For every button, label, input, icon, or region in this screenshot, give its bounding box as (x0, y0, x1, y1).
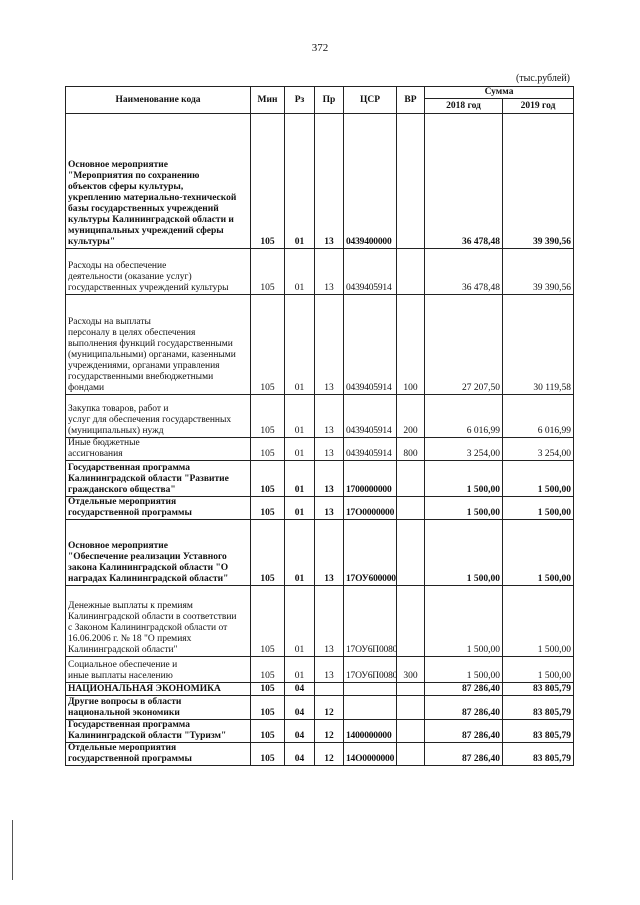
cell-vr (397, 586, 425, 657)
units-label: (тыс.рублей) (515, 73, 570, 84)
cell-rz: 01 (285, 114, 315, 249)
cell-rz: 01 (285, 249, 315, 295)
cell-name: Другие вопросы в области национальной экономики (66, 696, 251, 720)
cell-csr: 1700000000 (344, 461, 397, 497)
cell-min: 105 (251, 696, 285, 720)
header-name: Наименование кода (66, 87, 251, 114)
cell-y2019: 83 805,79 (503, 696, 574, 720)
cell-pr: 12 (315, 743, 344, 766)
cell-vr (397, 520, 425, 586)
cell-pr: 12 (315, 696, 344, 720)
cell-min: 105 (251, 114, 285, 249)
cell-vr (397, 720, 425, 743)
cell-csr: 17О0000000 (344, 497, 397, 520)
cell-rz: 01 (285, 295, 315, 395)
cell-rz: 04 (285, 743, 315, 766)
cell-y2018: 1 500,00 (425, 520, 503, 586)
cell-name: Отдельные мероприятия государственной программы (66, 497, 251, 520)
cell-name: НАЦИОНАЛЬНАЯ ЭКОНОМИКА (66, 683, 251, 696)
cell-rz: 04 (285, 720, 315, 743)
cell-pr: 13 (315, 438, 344, 461)
cell-csr: 0439405914 (344, 249, 397, 295)
cell-name: Закупка товаров, работ и услуг для обеспечения государственных (муниципальных) нужд (66, 395, 251, 438)
cell-y2018: 87 286,40 (425, 696, 503, 720)
cell-min: 105 (251, 461, 285, 497)
cell-min: 105 (251, 586, 285, 657)
cell-vr: 100 (397, 295, 425, 395)
cell-name: Отдельные мероприятия государственной программы (66, 743, 251, 766)
cell-pr: 13 (315, 249, 344, 295)
cell-csr (344, 683, 397, 696)
cell-pr: 13 (315, 295, 344, 395)
cell-min: 105 (251, 438, 285, 461)
cell-y2018: 87 286,40 (425, 720, 503, 743)
cell-csr: 17ОУ6П0080 (344, 657, 397, 683)
cell-vr: 200 (397, 395, 425, 438)
cell-y2018: 1 500,00 (425, 657, 503, 683)
scan-edge-mark (12, 820, 13, 880)
cell-y2019: 1 500,00 (503, 657, 574, 683)
cell-vr: 300 (397, 657, 425, 683)
cell-name: Расходы на обеспечение деятельности (оказание услуг) государственных учреждений культуры (66, 249, 251, 295)
cell-rz: 01 (285, 657, 315, 683)
cell-y2018: 1 500,00 (425, 586, 503, 657)
cell-y2018: 36 478,48 (425, 249, 503, 295)
cell-y2018: 87 286,40 (425, 683, 503, 696)
cell-name: Государственная программа Калининградской области "Развитие гражданского общества" (66, 461, 251, 497)
cell-y2019: 1 500,00 (503, 520, 574, 586)
cell-pr (315, 683, 344, 696)
header-pr: Пр (315, 87, 344, 114)
cell-y2018: 87 286,40 (425, 743, 503, 766)
table-row (66, 438, 574, 461)
cell-y2019: 6 016,99 (503, 395, 574, 438)
cell-rz: 01 (285, 520, 315, 586)
cell-csr: 1400000000 (344, 720, 397, 743)
table-row (66, 520, 574, 586)
table-row (66, 657, 574, 683)
cell-name: Социальное обеспечение и иные выплаты населению (66, 657, 251, 683)
cell-csr: 0439405914 (344, 295, 397, 395)
cell-min: 105 (251, 497, 285, 520)
cell-min: 105 (251, 683, 285, 696)
cell-csr (344, 696, 397, 720)
table-row (66, 743, 574, 766)
header-2019: 2019 год (503, 99, 574, 114)
cell-pr: 13 (315, 395, 344, 438)
cell-min: 105 (251, 743, 285, 766)
cell-rz: 01 (285, 497, 315, 520)
cell-rz: 01 (285, 586, 315, 657)
cell-csr: 14О0000000 (344, 743, 397, 766)
cell-csr: 0439405914 (344, 395, 397, 438)
cell-vr (397, 743, 425, 766)
budget-table (65, 86, 574, 766)
cell-min: 105 (251, 720, 285, 743)
cell-rz: 01 (285, 438, 315, 461)
cell-y2018: 6 016,99 (425, 395, 503, 438)
cell-pr: 13 (315, 461, 344, 497)
cell-y2018: 27 207,50 (425, 295, 503, 395)
table-row (66, 461, 574, 497)
cell-y2019: 83 805,79 (503, 743, 574, 766)
header-vr: ВР (397, 87, 425, 114)
table-row (66, 696, 574, 720)
cell-csr: 17ОУ600000 (344, 520, 397, 586)
cell-name: Иные бюджетные ассигнования (66, 438, 251, 461)
cell-y2018: 1 500,00 (425, 461, 503, 497)
cell-name: Расходы на выплаты персоналу в целях обеспечения выполнения функций государственными (муниципальными) органами, казенными учреждениями, органами управления государственными внебюджетными фондами (66, 295, 251, 395)
cell-pr: 13 (315, 657, 344, 683)
cell-min: 105 (251, 395, 285, 438)
cell-y2019: 83 805,79 (503, 683, 574, 696)
cell-csr: 0439405914 (344, 438, 397, 461)
cell-name: Государственная программа Калининградской области "Туризм" (66, 720, 251, 743)
cell-pr: 13 (315, 497, 344, 520)
cell-vr (397, 114, 425, 249)
cell-vr (397, 249, 425, 295)
cell-min: 105 (251, 657, 285, 683)
cell-min: 105 (251, 520, 285, 586)
table-row (66, 720, 574, 743)
cell-min: 105 (251, 295, 285, 395)
cell-y2019: 3 254,00 (503, 438, 574, 461)
cell-csr: 17ОУ6П0080 (344, 586, 397, 657)
cell-rz: 04 (285, 696, 315, 720)
cell-min: 105 (251, 249, 285, 295)
table-row (66, 249, 574, 295)
cell-name: Основное мероприятие "Мероприятия по сохранению объектов сферы культуры, укреплению материально-технической базы государственных учреждений культуры Калининградской области и муниципальных учреждений сферы культуры" (66, 114, 251, 249)
cell-vr (397, 461, 425, 497)
cell-y2019: 30 119,58 (503, 295, 574, 395)
cell-y2019: 83 805,79 (503, 720, 574, 743)
cell-y2018: 3 254,00 (425, 438, 503, 461)
cell-y2019: 1 500,00 (503, 497, 574, 520)
header-csr: ЦСР (344, 87, 397, 114)
cell-vr: 800 (397, 438, 425, 461)
cell-vr (397, 683, 425, 696)
cell-rz: 01 (285, 395, 315, 438)
cell-y2018: 1 500,00 (425, 497, 503, 520)
header-2018: 2018 год (425, 99, 503, 114)
header-min: Мин (251, 87, 285, 114)
table-row (66, 586, 574, 657)
cell-rz: 04 (285, 683, 315, 696)
cell-csr: 0439400000 (344, 114, 397, 249)
cell-pr: 13 (315, 520, 344, 586)
header-rz: Рз (285, 87, 315, 114)
page-number: 372 (311, 42, 329, 54)
table-row (66, 683, 574, 696)
cell-rz: 01 (285, 461, 315, 497)
table-row (66, 497, 574, 520)
table-row (66, 295, 574, 395)
cell-name: Основное мероприятие "Обеспечение реализации Уставного закона Калининградской области "О наградах Калининградской области" (66, 520, 251, 586)
cell-y2019: 1 500,00 (503, 586, 574, 657)
header-sum: Сумма (425, 87, 574, 99)
cell-pr: 13 (315, 114, 344, 249)
cell-y2019: 39 390,56 (503, 249, 574, 295)
table-row (66, 395, 574, 438)
cell-vr (397, 497, 425, 520)
cell-pr: 12 (315, 720, 344, 743)
cell-y2019: 39 390,56 (503, 114, 574, 249)
cell-y2019: 1 500,00 (503, 461, 574, 497)
cell-vr (397, 696, 425, 720)
cell-y2018: 36 478,48 (425, 114, 503, 249)
cell-pr: 13 (315, 586, 344, 657)
table-row (66, 114, 574, 249)
cell-name: Денежные выплаты к премиям Калининградской области в соответствии с Законом Калининградской области от 16.06.2006 г. № 18 "О премиях Калининградской области" (66, 586, 251, 657)
